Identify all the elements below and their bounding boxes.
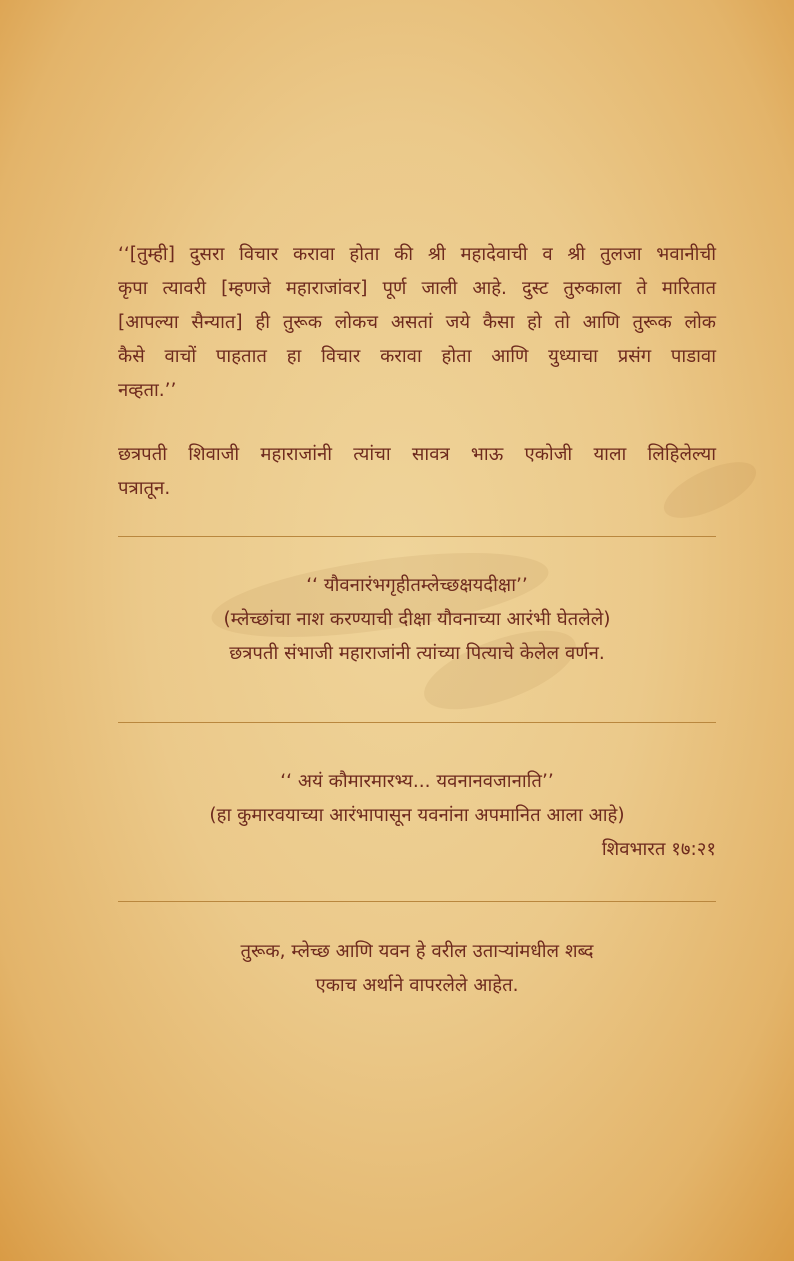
divider [118,722,716,723]
quote-meaning: (हा कुमारवयाच्या आरंभापासून यवनांना अपमानित आला आहे) [209,805,625,826]
quote-line: नव्हता.’’ [118,380,177,401]
quote-line: [आपल्या सैन्यात] ही तुरूक लोकच असतां जये कैसा हो तो आणि तुरूक लोक [118,312,716,333]
quote-line: कृपा त्यावरी [म्हणजे महाराजांवर] पूर्ण जाली आहे. दुस्ट तुरुकाला ते मारितात [118,278,716,299]
quote-meaning: (म्लेच्छांचा नाश करण्याची दीक्षा यौवनाच्या आरंभी घेतलेले) [223,609,611,630]
source-line: पत्रातून. [118,478,171,499]
quote-line: ‘‘[तुम्ही] दुसरा विचार करावा होता की श्री महादेवाची व श्री तुलजा भवानीची [118,244,716,265]
quote-shivbharat [118,765,716,867]
source-line: छत्रपती शिवाजी महाराजांनी त्यांचा सावत्र भाऊ एकोजी याला लिहिलेल्या [118,444,716,465]
note [118,935,716,1003]
quote-line: कैसे वाचों पाहतात हा विचार करावा होता आणि युध्याचा प्रसंग पाडावा [118,346,716,367]
quote-letter [118,238,716,408]
quote-source: छत्रपती संभाजी महाराजांनी त्यांच्या पित्याचे केलेल वर्णन. [229,643,605,664]
sanskrit-quote: ‘‘ यौवनारंभगृहीतम्लेच्छक्षयदीक्षा’’ [306,575,528,596]
sanskrit-quote: ‘‘ अयं कौमारमारभ्य... यवनानवजानाति’’ [280,771,554,792]
quote-sambhaji [118,569,716,671]
quote-source: शिवभारत १७:२१ [601,839,716,860]
quote-letter-source [118,438,716,506]
divider [118,536,716,537]
divider [118,901,716,902]
note-line: तुरूक, म्लेच्छ आणि यवन हे वरील उताऱ्यांमधील शब्द [240,941,594,962]
note-line: एकाच अर्थाने वापरलेले आहेत. [315,975,519,996]
